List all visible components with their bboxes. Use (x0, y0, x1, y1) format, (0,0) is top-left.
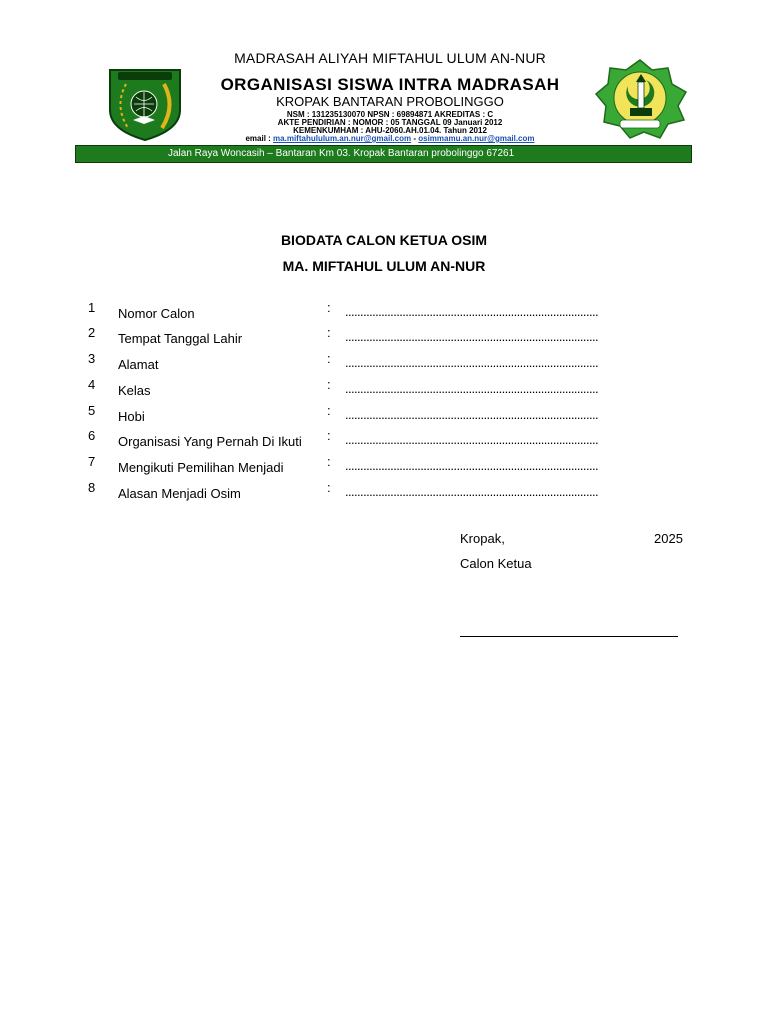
row-number: 4 (88, 377, 96, 392)
school-logo-left (104, 66, 186, 142)
row-colon: : (327, 403, 331, 418)
form-row-pemilihan (0, 454, 768, 480)
row-number: 2 (88, 325, 96, 340)
row-fill-line[interactable]: .................................................................................... (345, 355, 598, 370)
row-label: Organisasi Yang Pernah Di Ikuti (118, 434, 302, 449)
letterhead-school-name: MADRASAH ALIYAH MIFTAHUL ULUM AN-NUR (234, 50, 546, 66)
letterhead-email-line (190, 134, 590, 143)
row-colon: : (327, 351, 331, 366)
row-number: 7 (88, 454, 96, 469)
row-number: 3 (88, 351, 96, 366)
osim-logo-right (592, 58, 688, 140)
letterhead-ministry: KEMENKUMHAM : AHU-2060.AH.01.04. Tahun 2012 (293, 126, 487, 135)
letterhead-organization: ORGANISASI SISWA INTRA MADRASAH (220, 75, 560, 94)
email-link-2[interactable]: osimmamu.an.nur@gmail.com (418, 134, 535, 143)
row-colon: : (327, 428, 331, 443)
document-subtitle: MA. MIFTAHUL ULUM AN-NUR (282, 258, 486, 274)
form-row-alamat (0, 351, 768, 377)
letterhead-registration: NSM : 131235130070 NPSN : 69894871 AKREDITAS : C (286, 110, 494, 119)
row-label: Nomor Calon (118, 306, 195, 321)
letterhead-location: KROPAK BANTARAN PROBOLINGGO (276, 94, 504, 109)
address-bar: Jalan Raya Woncasih – Bantaran Km 03. Kropak Bantaran probolinggo 67261 (75, 145, 692, 163)
row-colon: : (327, 480, 331, 495)
form-row-organisasi (0, 428, 768, 454)
form-row-alasan (0, 480, 768, 506)
row-fill-line[interactable]: .................................................................................... (345, 381, 598, 396)
form-row-kelas (0, 377, 768, 403)
form-row-hobi (0, 403, 768, 429)
row-fill-line[interactable]: .................................................................................... (345, 329, 598, 344)
row-fill-line[interactable]: .................................................................................... (345, 432, 598, 447)
row-label: Alamat (118, 357, 159, 372)
signature-year: 2025 (654, 531, 683, 546)
email-separator: - (413, 134, 416, 143)
row-number: 8 (88, 480, 96, 495)
row-label: Alasan Menjadi Osim (118, 486, 241, 501)
email-link-1[interactable]: ma.miftahululum.an.nur@gmail.com (273, 134, 412, 143)
row-fill-line[interactable]: .................................................................................... (345, 484, 598, 499)
row-fill-line[interactable]: .................................................................................... (345, 458, 598, 473)
signature-line[interactable] (460, 636, 678, 637)
row-label: Tempat Tanggal Lahir (118, 331, 243, 346)
row-fill-line[interactable]: .................................................................................... (345, 407, 598, 422)
form-row-nomor-calon (0, 300, 768, 326)
row-label: Kelas (118, 383, 151, 398)
email-label: email : (245, 134, 271, 143)
document-title: BIODATA CALON KETUA OSIM (280, 232, 488, 248)
row-number: 6 (88, 428, 96, 443)
row-colon: : (327, 300, 331, 315)
row-number: 1 (88, 300, 96, 315)
row-colon: : (327, 325, 331, 340)
row-label: Mengikuti Pemilihan Menjadi (118, 460, 284, 475)
signature-place: Kropak, (460, 531, 505, 546)
row-number: 5 (88, 403, 96, 418)
row-fill-line[interactable]: .................................................................................... (345, 304, 598, 319)
signature-role: Calon Ketua (460, 556, 532, 571)
form-row-tempat-tanggal-lahir (0, 325, 768, 351)
row-label: Hobi (118, 409, 145, 424)
row-colon: : (327, 454, 331, 469)
row-colon: : (327, 377, 331, 392)
letterhead-founding-deed: AKTE PENDIRIAN : NOMOR : 05 TANGGAL 09 Januari 2012 (277, 118, 503, 127)
